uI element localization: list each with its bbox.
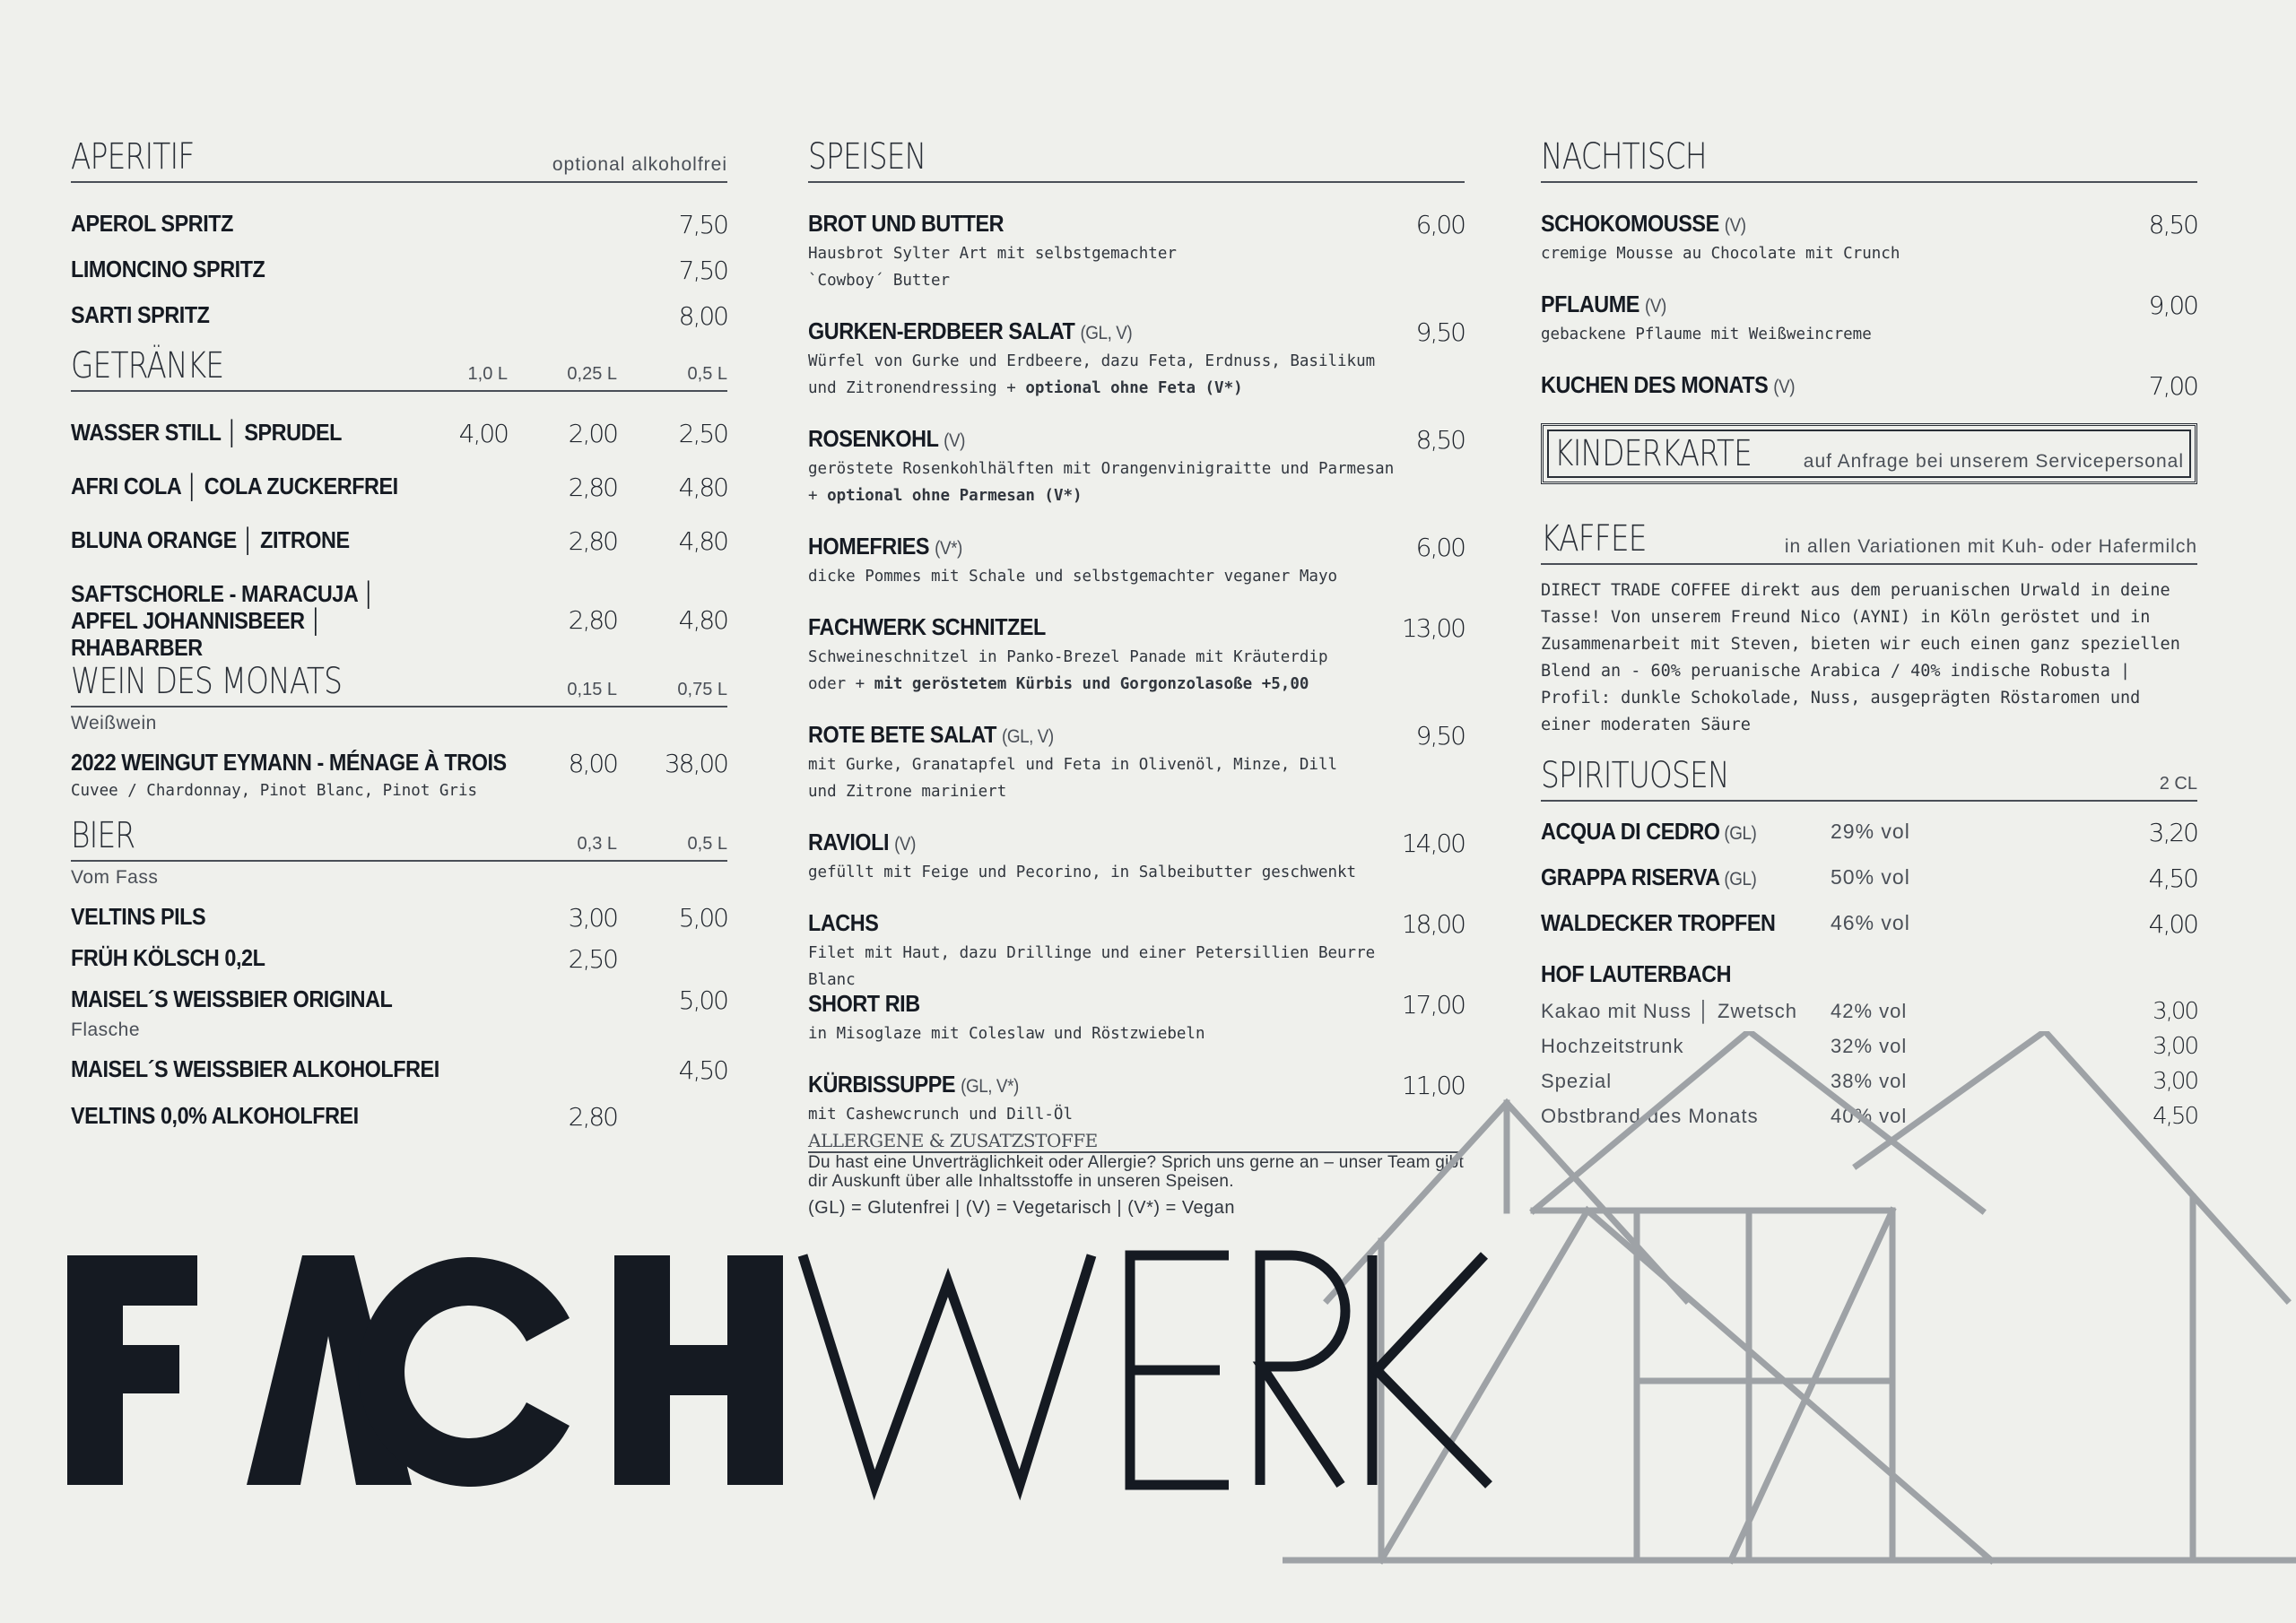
dish-description: Hausbrot Sylter Art mit selbstgemachter `Cowboy´ Butter (808, 245, 1177, 290)
bier-subtitle: Vom Fass (71, 867, 159, 888)
bier-header (71, 813, 727, 862)
aperitif-header (71, 135, 727, 183)
column-label: 0,15 L (567, 680, 617, 699)
item-price: 2,50 (678, 419, 727, 448)
bier-title: BIER (71, 815, 135, 856)
item-name: WASSER STILL │ SPRUDEL (71, 419, 343, 446)
menu-item (71, 978, 727, 1014)
nachtisch-title: NACHTISCH (1541, 136, 1707, 178)
column-label: 0,75 L (677, 680, 727, 699)
column-label: 0,25 L (567, 364, 617, 384)
dish-name: BROT UND BUTTER (808, 210, 1004, 237)
menu-item (71, 248, 727, 294)
spirit-price: 4,50 (2148, 864, 2197, 893)
hof-volume: 32% vol (1831, 1035, 1908, 1057)
kaffee-description: DIRECT TRADE COFFEE direkt aus dem peruanischen Urwald in deine Tasse! Von unserem Freund Nico (AYNI) in Köln geröstet und in Zusammenarbeit mit Steven, bieten wir euch einen ganz speziellen Blend an - 60% peruanische Arabica / 40% indische Robusta | Profil: dunkle Schokolade, Nuss, ausgeprägten Röstaromen und einer moderaten Säure (1541, 581, 2180, 734)
drinks-column (71, 135, 727, 1141)
dish-description: mit Gurke, Granatapfel und Feta in Olivenöl, Minze, Dill und Zitrone mariniert (808, 756, 1338, 801)
dish-price: 9,50 (1415, 721, 1465, 751)
kaffee-title: KAFFEE (1541, 518, 1647, 560)
dish-price: 8,50 (1415, 425, 1465, 455)
spirit-volume: 50% vol (1831, 865, 1910, 889)
column-label: 1,0 L (467, 364, 508, 384)
item-price: 4,80 (678, 526, 727, 556)
menu-item (1541, 364, 2197, 416)
column-label: 0,3 L (577, 834, 617, 854)
spirit-item (1541, 902, 2197, 948)
item-price: 8,00 (678, 301, 727, 331)
spirituosen-title: SPIRITUOSEN (1541, 755, 1729, 796)
menu-item (71, 896, 727, 937)
menu-item (71, 519, 727, 573)
item-name: SAFTSCHORLE - MARACUJA │ APFEL JOHANNISBEER │ RHABARBER (71, 580, 376, 661)
item-price: 2,80 (568, 605, 617, 635)
item-price: 2,80 (568, 1102, 617, 1132)
dessert-column (1541, 135, 2197, 1136)
dish-item (808, 821, 1465, 902)
dish-price: 17,00 (1401, 990, 1465, 1020)
spirit-price: 3,20 (2148, 818, 2197, 847)
item-name: LIMONCINO SPRITZ (71, 256, 265, 282)
spirit-price: 4,00 (2148, 909, 2197, 939)
dish-name: ROSENKOHL (V) (808, 425, 965, 452)
hof-volume: 42% vol (1831, 1000, 1908, 1022)
menu-item (71, 203, 727, 248)
hof-price: 3,00 (2152, 1033, 2197, 1060)
item-price: 2,80 (568, 473, 617, 502)
wein-header (71, 659, 727, 707)
spirit-name: GRAPPA RISERVA (GL) (1541, 864, 1757, 890)
item-name: AFRI COLA │ COLA ZUCKERFREI (71, 473, 398, 499)
dish-description: Schweineschnitzel in Panko-Brezel Panade mit Kräuterdip oder + mit geröstetem Kürbis und Gorgonzolasoße +5,00 (808, 648, 1328, 693)
menu-item (71, 937, 727, 978)
menu-item (71, 742, 727, 812)
dish-item (808, 714, 1465, 821)
item-price: 5,00 (678, 903, 727, 933)
dish-description: geröstete Rosenkohlhälften mit Orangenvinigraitte und Parmesan + optional ohne Parmesan (V*) (808, 460, 1395, 505)
kinderkarte-note: auf Anfrage bei unserem Servicepersonal (1803, 451, 2184, 472)
item-price: 2,00 (568, 419, 617, 448)
dish-price: 11,00 (1401, 1071, 1465, 1100)
item-name: KUCHEN DES MONATS (V) (1541, 371, 1796, 398)
hof-volume: 40% vol (1831, 1105, 1908, 1127)
item-price: 38,00 (664, 749, 727, 778)
wein-subtitle: Weißwein (71, 713, 157, 733)
item-price: 4,50 (678, 1055, 727, 1085)
menu-item (71, 1095, 727, 1141)
fachwerk-logo (67, 1246, 1502, 1506)
dish-price: 18,00 (1401, 909, 1465, 939)
item-price: 9,00 (2148, 291, 2197, 320)
item-price: 5,00 (678, 985, 727, 1015)
wein-title: WEIN DES MONATS (71, 661, 343, 702)
menu-item (71, 465, 727, 519)
hof-name: Hochzeitstrunk (1541, 1035, 1684, 1057)
hof-volume: 38% vol (1831, 1070, 1908, 1092)
item-price: 8,50 (2148, 210, 2197, 239)
spirit-name: ACQUA DI CEDRO (GL) (1541, 818, 1757, 845)
item-price: 2,50 (568, 944, 617, 974)
dish-name: LACHS (808, 909, 879, 936)
dish-item (808, 310, 1465, 418)
hof-name: Obstbrand des Monats (1541, 1105, 1759, 1127)
hof-name: Spezial (1541, 1070, 1613, 1092)
logo-fach (67, 1255, 783, 1487)
menu-item (71, 412, 727, 465)
hof-name: Kakao mit Nuss │ Zwetsch (1541, 1000, 1797, 1022)
column-label: 0,5 L (687, 364, 727, 384)
kaffee-note: in allen Variationen mit Kuh- oder Hafermilch (1784, 536, 2197, 557)
dish-description: dicke Pommes mit Schale und selbstgemachter veganer Mayo (808, 568, 1338, 586)
item-name: FRÜH KÖLSCH 0,2L (71, 944, 265, 971)
spirit-volume: 29% vol (1831, 820, 1910, 843)
allergy-text: Du hast eine Unverträglichkeit oder Allergie? Sprich uns gerne an – unser Team gibt dir Auskunft über alle Inhaltsstoffe in unseren Speisen. (808, 1153, 1465, 1191)
item-description: Cuvee / Chardonnay, Pinot Blanc, Pinot Gris (71, 782, 478, 800)
menu-item (1541, 283, 2197, 364)
nachtisch-header (1541, 135, 2197, 183)
hof-price: 4,50 (2152, 1103, 2197, 1130)
dish-description: gefüllt mit Feige und Pecorino, in Salbeibutter geschwenkt (808, 864, 1357, 881)
item-description: cremige Mousse au Chocolate mit Crunch (1541, 245, 1900, 263)
spirit-item (1541, 856, 2197, 902)
hof-title: HOF LAUTERBACH (1541, 960, 1732, 987)
column-label: 2 CL (2159, 774, 2197, 794)
speisen-header (808, 135, 1465, 183)
dish-item (808, 418, 1465, 525)
dish-name: HOMEFRIES (V*) (808, 533, 962, 560)
dish-description: in Misoglaze mit Coleslaw und Röstzwiebeln (808, 1025, 1205, 1043)
logo-werk (803, 1255, 1489, 1485)
spirituosen-header (1541, 753, 2197, 802)
dish-name: SHORT RIB (808, 990, 920, 1017)
speisen-title: SPEISEN (808, 136, 926, 178)
item-price: 7,00 (2148, 371, 2197, 401)
item-name: SCHOKOMOUSSE (V) (1541, 210, 1746, 237)
dish-name: ROTE BETE SALAT (GL, V) (808, 721, 1054, 748)
spirit-name: WALDECKER TROPFEN (1541, 909, 1776, 936)
dish-list (808, 203, 1465, 1144)
item-name: APEROL SPRITZ (71, 210, 233, 237)
dish-name: KÜRBISSUPPE (GL, V*) (808, 1071, 1019, 1098)
dish-price: 6,00 (1415, 533, 1465, 562)
dish-description: Filet mit Haut, dazu Drillinge und einer Petersillien Beurre Blanc (808, 944, 1376, 989)
dish-price: 14,00 (1401, 829, 1465, 858)
allergy-legend: (GL) = Glutenfrei | (V) = Vegetarisch | (V*) = Vegan (808, 1198, 1236, 1218)
item-price: 7,50 (678, 210, 727, 239)
aperitif-title: APERITIF (71, 136, 195, 178)
dish-item (808, 606, 1465, 714)
dish-description: Würfel von Gurke und Erdbeere, dazu Feta, Erdnuss, Basilikum und Zitronendressing + optional ohne Feta (V*) (808, 352, 1376, 397)
item-price: 2,80 (568, 526, 617, 556)
dish-item (808, 902, 1465, 989)
dish-name: GURKEN-ERDBEER SALAT (GL, V) (808, 317, 1133, 344)
menu-item (71, 1048, 727, 1095)
item-price: 4,80 (678, 605, 727, 635)
dish-description: mit Cashewcrunch und Dill-Öl (808, 1106, 1074, 1124)
item-description: gebackene Pflaume mit Weißweincreme (1541, 325, 1872, 343)
menu-item (1541, 203, 2197, 283)
dish-name: FACHWERK SCHNITZEL (808, 613, 1046, 640)
kinderkarte-box (1541, 423, 2197, 484)
getraenke-title: GETRÄNKE (71, 345, 224, 386)
spirit-item (1541, 811, 2197, 856)
item-price: 3,00 (568, 903, 617, 933)
dish-item (808, 525, 1465, 606)
hof-header (1541, 953, 2197, 996)
dish-item (808, 203, 1465, 310)
item-name: VELTINS PILS (71, 903, 206, 930)
hof-price: 3,00 (2152, 998, 2197, 1025)
bier-subtitle: Flasche (71, 1020, 141, 1040)
allergy-title: ALLERGENE & ZUSATZSTOFFE (808, 1130, 1465, 1153)
column-label: 0,5 L (687, 834, 727, 854)
menu-item (71, 573, 727, 661)
kinderkarte-title: KINDERKARTE (1554, 433, 1752, 474)
item-name: 2022 WEINGUT EYMANN - MÉNAGE À TROIS (71, 749, 507, 776)
dish-price: 13,00 (1401, 613, 1465, 643)
item-price: 4,80 (678, 473, 727, 502)
item-price: 8,00 (568, 749, 617, 778)
item-name: MAISEL´S WEISSBIER ALKOHOLFREI (71, 1055, 439, 1082)
spirits-list (1541, 811, 2197, 948)
item-name: SARTI SPRITZ (71, 301, 210, 328)
hof-item (1541, 996, 2197, 1031)
item-name: PFLAUME (V) (1541, 291, 1666, 317)
dish-price: 9,50 (1415, 317, 1465, 347)
item-price: 7,50 (678, 256, 727, 285)
item-name: MAISEL´S WEISSBIER ORIGINAL (71, 985, 393, 1012)
dish-price: 6,00 (1415, 210, 1465, 239)
spirit-volume: 46% vol (1831, 911, 1910, 934)
hof-price: 3,00 (2152, 1068, 2197, 1095)
getraenke-header (71, 343, 727, 392)
dish-name: RAVIOLI (V) (808, 829, 916, 855)
aperitif-note: optional alkoholfrei (552, 154, 727, 175)
item-name: VELTINS 0,0% ALKOHOLFREI (71, 1102, 359, 1129)
menu-item (71, 294, 727, 340)
item-price: 4,00 (458, 419, 508, 448)
item-name: BLUNA ORANGE │ ZITRONE (71, 526, 350, 553)
kaffee-header (1541, 516, 2197, 565)
